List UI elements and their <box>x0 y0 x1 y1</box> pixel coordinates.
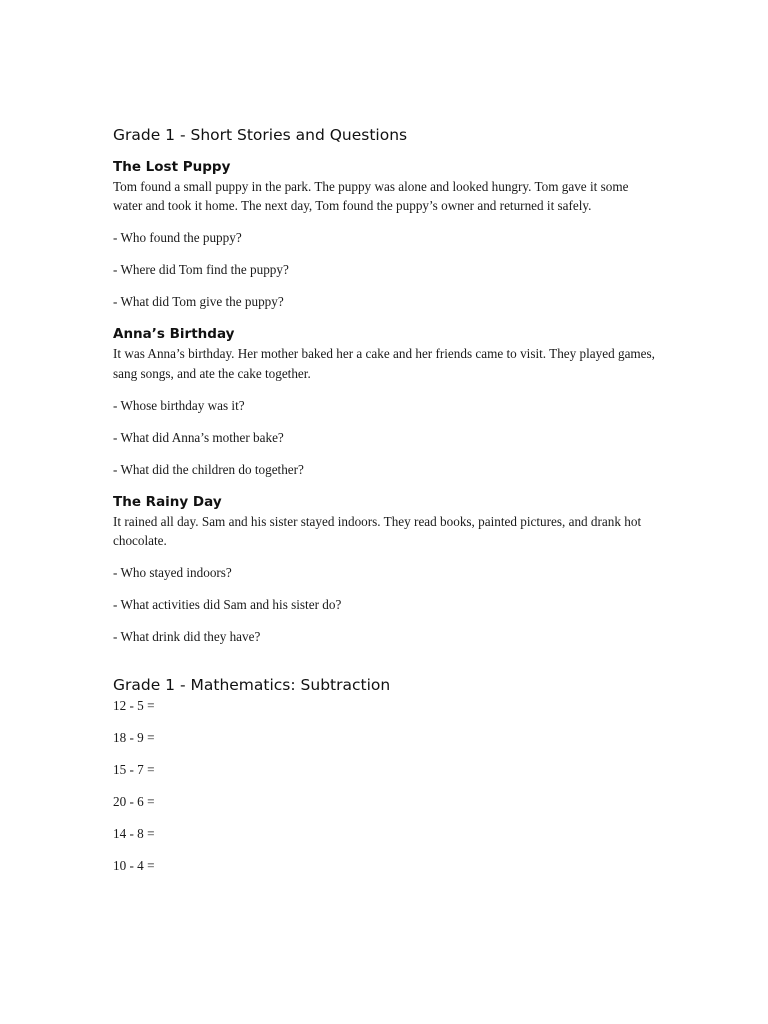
math-section <box>113 674 658 875</box>
question: - What activities did Sam and his sister do? <box>113 597 342 613</box>
subtraction-problem: 10 - 4 = <box>113 858 155 874</box>
reading-section-title: Grade 1 - Short Stories and Questions <box>113 126 408 144</box>
story-title: The Lost Puppy <box>113 159 231 175</box>
subtraction-problem: 15 - 7 = <box>113 762 155 778</box>
story-rainy-day <box>113 492 658 646</box>
story-lost-puppy <box>113 157 658 311</box>
question: - What did Tom give the puppy? <box>113 294 284 310</box>
question: - What did the children do together? <box>113 461 304 477</box>
math-section-title: Grade 1 - Mathematics: Subtraction <box>113 676 391 695</box>
question: - What did Anna’s mother bake? <box>113 429 284 445</box>
question: - Who stayed indoors? <box>113 565 232 581</box>
subtraction-problem: 18 - 9 = <box>113 730 155 746</box>
story-text: It was Anna’s birthday. Her mother baked her a cake and her friends came to visit. They played games, sang songs, and ate the cake together. <box>113 346 655 381</box>
story-text: It rained all day. Sam and his sister stayed indoors. They read books, painted pictures, and drank hot chocolate. <box>113 513 642 549</box>
story-title: The Rainy Day <box>113 493 222 510</box>
question: - Who found the puppy? <box>113 230 242 246</box>
story-text: Tom found a small puppy in the park. The puppy was alone and looked hungry. Tom gave it some water and took it home. The next day, Tom found the puppy’s owner and returned it safely. <box>113 179 629 214</box>
document-page <box>113 124 658 888</box>
subtraction-problem: 12 - 5 = <box>113 698 155 714</box>
subtraction-problem: 14 - 8 = <box>113 826 155 842</box>
question: - Where did Tom find the puppy? <box>113 262 289 278</box>
question: - What drink did they have? <box>113 629 261 645</box>
subtraction-problem: 20 - 6 = <box>113 794 155 810</box>
question: - Whose birthday was it? <box>113 397 245 413</box>
story-title: Anna’s Birthday <box>113 326 235 343</box>
story-annas-birthday <box>113 324 658 478</box>
